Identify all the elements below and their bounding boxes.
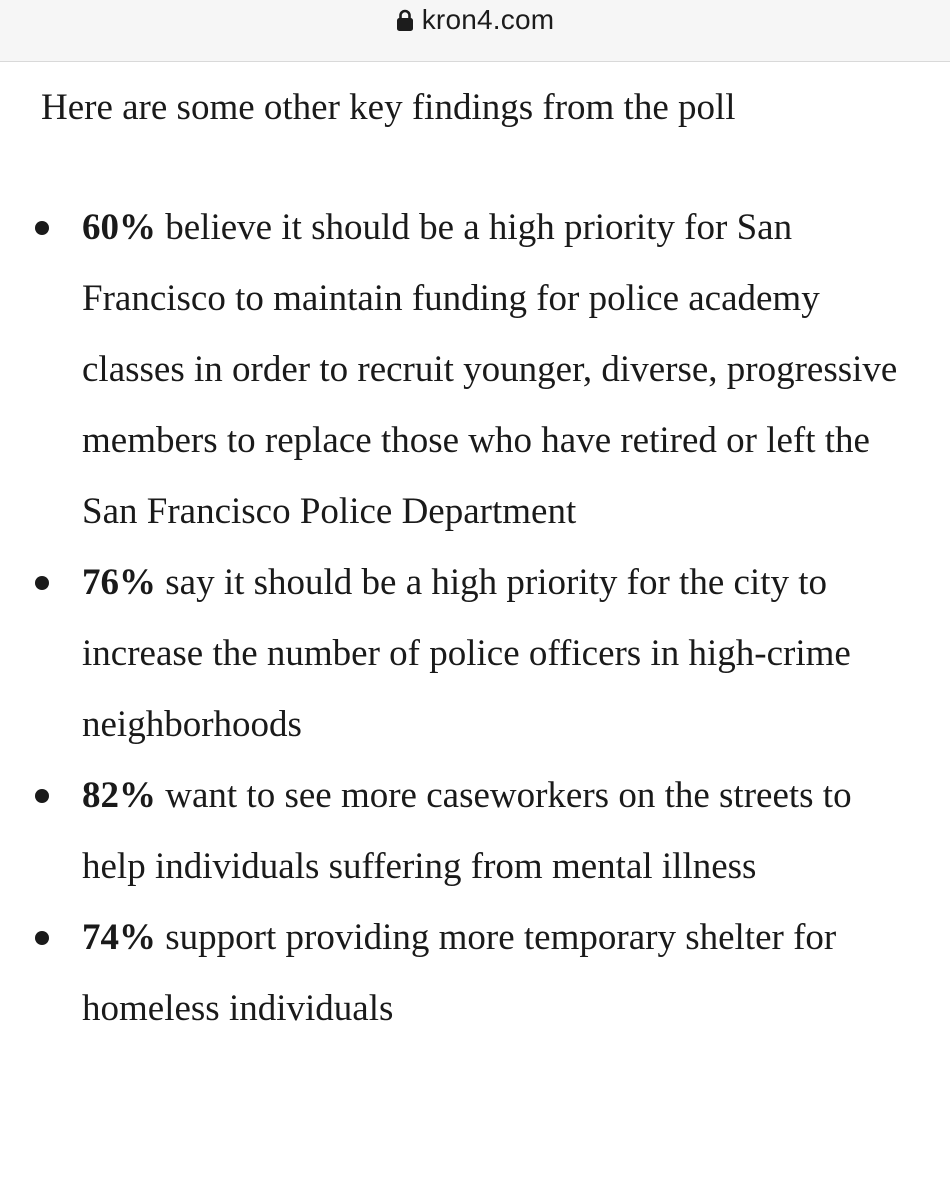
- finding-text: say it should be a high priority for the city to increase the number of police officers in high-crime neighborhoods: [82, 562, 851, 745]
- intro-text: Here are some other key findings from the poll: [41, 87, 736, 128]
- bullet-icon: [35, 789, 49, 803]
- finding-text: believe it should be a high priority for San Francisco to maintain funding for police academy classes in order to recruit younger, diverse, progressive members to replace those who have retired or left the San Francisco Police Department: [82, 207, 898, 532]
- finding-percent: 76%: [82, 562, 156, 603]
- finding-item: [0, 192, 950, 547]
- finding-percent: 74%: [82, 917, 156, 958]
- address-bar-content: [396, 4, 555, 36]
- bullet-icon: [35, 931, 49, 945]
- finding-item: [0, 547, 950, 760]
- finding-text: support providing more temporary shelter for homeless individuals: [82, 917, 837, 1029]
- finding-percent: 82%: [82, 775, 156, 816]
- address-bar[interactable]: [0, 0, 950, 62]
- bullet-icon: [35, 576, 49, 590]
- lock-icon: [396, 8, 414, 32]
- finding-item: [0, 760, 950, 902]
- bullet-icon: [35, 221, 49, 235]
- article-content: [0, 62, 950, 1200]
- finding-percent: 60%: [82, 207, 156, 248]
- url-text: kron4.com: [421, 3, 555, 35]
- findings-list: [0, 192, 950, 1044]
- finding-item: [0, 902, 950, 1044]
- finding-text: want to see more caseworkers on the streets to help individuals suffering from mental illness: [82, 775, 852, 887]
